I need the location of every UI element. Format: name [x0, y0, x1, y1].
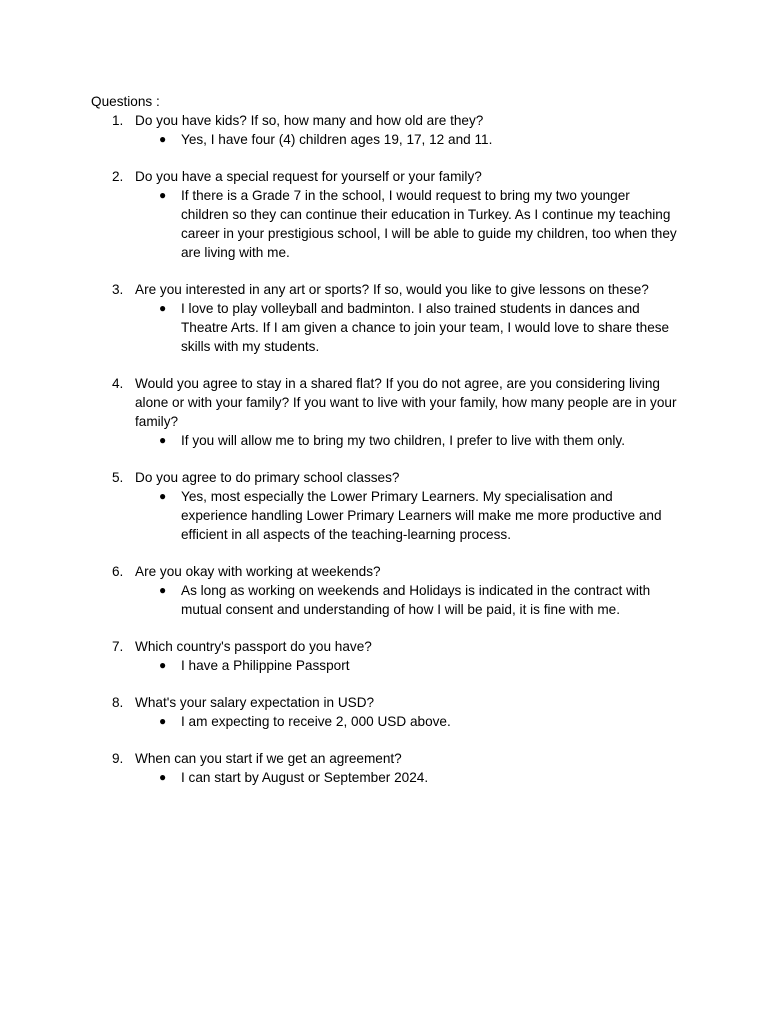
- bullet-icon: ●: [159, 489, 167, 503]
- answer-item: [159, 299, 681, 356]
- answer-item: [159, 768, 681, 787]
- question-item: [91, 374, 691, 450]
- answer-text: If there is a Grade 7 in the school, I would request to bring my two younger children so they can continue their education in Turkey. As I continue my teaching career in your prestigious school, I will be able to guide my children, too when they are living with me.: [181, 188, 677, 260]
- question-number: 2.: [112, 169, 124, 184]
- answer-text: I have a Philippine Passport: [181, 658, 350, 673]
- answer-list: [91, 656, 691, 675]
- answer-item: [159, 186, 681, 262]
- answer-list: [91, 186, 691, 262]
- answer-text: I am expecting to receive 2, 000 USD above.: [181, 714, 451, 729]
- bullet-icon: ●: [159, 132, 167, 146]
- answer-item: [159, 487, 681, 544]
- question-text: Do you have a special request for yourself or your family?: [135, 169, 482, 184]
- question-text: Are you okay with working at weekends?: [135, 564, 381, 579]
- question-text: What's your salary expectation in USD?: [135, 695, 375, 710]
- question-item: [91, 280, 691, 356]
- answer-text: Yes, I have four (4) children ages 19, 17, 12 and 11.: [181, 132, 493, 147]
- question-item: [91, 167, 691, 262]
- bullet-icon: ●: [159, 301, 167, 315]
- answer-item: [159, 656, 681, 675]
- question-text: Do you agree to do primary school classes?: [135, 470, 400, 485]
- question-number: 1.: [112, 113, 124, 128]
- question-number: 3.: [112, 282, 124, 297]
- question-text: When can you start if we get an agreement?: [135, 751, 402, 766]
- page-title: Questions :: [91, 94, 160, 109]
- question-list: [91, 111, 691, 805]
- question-text: Do you have kids? If so, how many and how old are they?: [135, 113, 484, 128]
- answer-list: [91, 712, 691, 731]
- answer-text: I love to play volleyball and badminton. I also trained students in dances and Theatre Arts. If I am given a chance to join your team, I would love to share these skills with my students.: [181, 301, 670, 354]
- answer-list: [91, 581, 691, 619]
- bullet-icon: ●: [159, 433, 167, 447]
- answer-item: [159, 130, 681, 149]
- question-item: [91, 111, 691, 149]
- question-number: 5.: [112, 470, 124, 485]
- answer-text: If you will allow me to bring my two children, I prefer to live with them only.: [181, 433, 625, 448]
- answer-item: [159, 712, 681, 731]
- answer-list: [91, 299, 691, 356]
- bullet-icon: ●: [159, 583, 167, 597]
- answer-text: Yes, most especially the Lower Primary Learners. My specialisation and experience handling Lower Primary Learners will make me more productive and efficient in all aspects of the teaching-learning process.: [181, 489, 662, 542]
- answer-list: [91, 431, 691, 450]
- question-text: Are you interested in any art or sports? If so, would you like to give lessons on these?: [135, 282, 649, 297]
- question-number: 9.: [112, 751, 124, 766]
- question-item: [91, 749, 691, 787]
- question-item: [91, 693, 691, 731]
- question-number: 4.: [112, 376, 124, 391]
- question-number: 8.: [112, 695, 124, 710]
- bullet-icon: ●: [159, 770, 167, 784]
- answer-item: [159, 581, 681, 619]
- question-item: [91, 562, 691, 619]
- answer-list: [91, 768, 691, 787]
- question-number: 7.: [112, 639, 124, 654]
- bullet-icon: ●: [159, 714, 167, 728]
- answer-text: I can start by August or September 2024.: [181, 770, 429, 785]
- answer-list: [91, 487, 691, 544]
- question-text: Would you agree to stay in a shared flat? If you do not agree, are you considering living alone or with your family? If you want to live with your family, how many people are in your family?: [135, 376, 677, 429]
- question-text: Which country's passport do you have?: [135, 639, 372, 654]
- bullet-icon: ●: [159, 658, 167, 672]
- question-item: [91, 637, 691, 675]
- bullet-icon: ●: [159, 188, 167, 202]
- answer-list: [91, 130, 691, 149]
- question-item: [91, 468, 691, 544]
- answer-item: [159, 431, 681, 450]
- question-number: 6.: [112, 564, 124, 579]
- answer-text: As long as working on weekends and Holidays is indicated in the contract with mutual consent and understanding of how I will be paid, it is fine with me.: [181, 583, 651, 617]
